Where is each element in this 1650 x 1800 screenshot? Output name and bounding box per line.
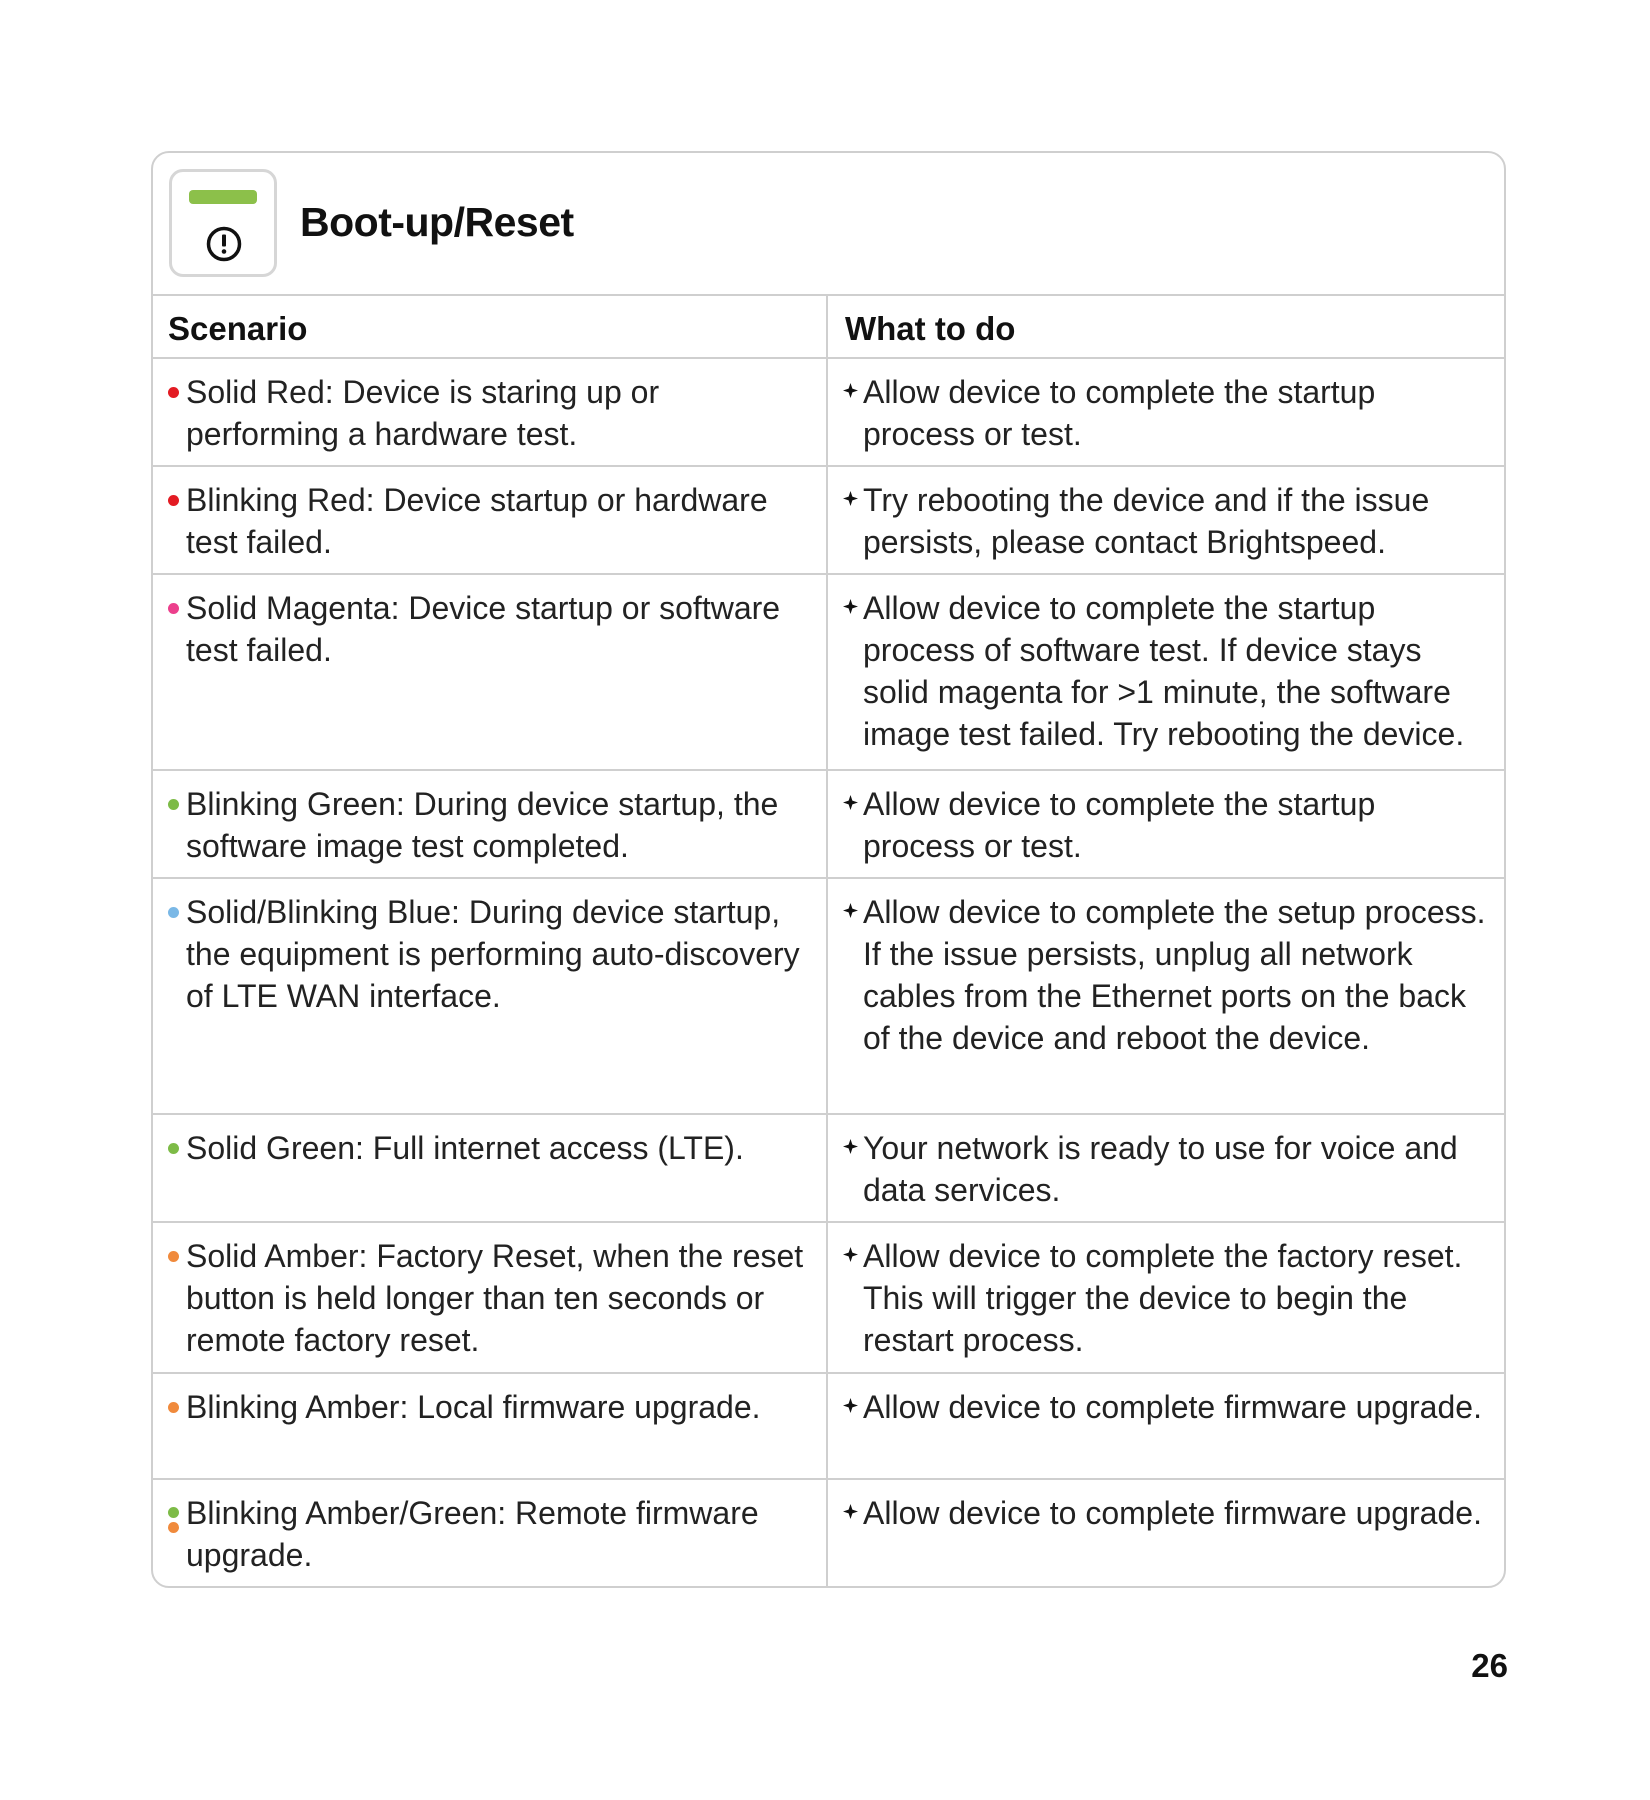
- scenario-text: Blinking Green: During device startup, the software image test completed.: [186, 786, 779, 864]
- action-text: Allow device to complete the factory reset. This will trigger the device to begin the restart process.: [863, 1238, 1463, 1358]
- action-text: Try rebooting the device and if the issue persists, please contact Brightspeed.: [863, 482, 1430, 560]
- status-dot-icon: [168, 1522, 179, 1533]
- sparkle-bullet-icon: [843, 599, 858, 614]
- action-cell: [827, 770, 1504, 878]
- status-dot-icon: [168, 1507, 179, 1518]
- sparkle-bullet-icon: [843, 903, 858, 918]
- action-cell: [827, 1373, 1504, 1479]
- device-icon: [169, 169, 277, 277]
- action-cell: [827, 1114, 1504, 1222]
- alert-icon: [206, 226, 242, 262]
- status-dot-icon: [168, 1143, 179, 1154]
- status-dot-icon: [168, 387, 179, 398]
- action-text: Allow device to complete the startup process of software test. If device stays solid magenta for >1 minute, the software image test failed. Try rebooting the device.: [863, 590, 1465, 752]
- action-cell: [827, 1222, 1504, 1373]
- scenario-text: Blinking Red: Device startup or hardware test failed.: [186, 482, 768, 560]
- status-dot-icon: [168, 907, 179, 918]
- led-status-table: [153, 296, 1504, 1586]
- sparkle-bullet-icon: [843, 1398, 858, 1413]
- table-row: [153, 1114, 1504, 1222]
- status-dot-icon: [168, 1402, 179, 1413]
- sparkle-bullet-icon: [843, 1247, 858, 1262]
- scenario-cell: [153, 1222, 827, 1373]
- status-dot-icon: [168, 799, 179, 810]
- scenario-cell: [153, 574, 827, 770]
- sparkle-bullet-icon: [843, 491, 858, 506]
- scenario-cell: [153, 1479, 827, 1586]
- scenario-cell: [153, 878, 827, 1114]
- sparkle-bullet-icon: [843, 795, 858, 810]
- scenario-text: Blinking Amber/Green: Remote firmware upgrade.: [186, 1495, 759, 1573]
- scenario-cell: [153, 358, 827, 466]
- scenario-cell: [153, 770, 827, 878]
- table-row: [153, 1222, 1504, 1373]
- sparkle-bullet-icon: [843, 383, 858, 398]
- scenario-text: Solid Green: Full internet access (LTE).: [186, 1130, 744, 1166]
- scenario-cell: [153, 466, 827, 574]
- scenario-text: Blinking Amber: Local firmware upgrade.: [186, 1389, 761, 1425]
- table-row: [153, 1373, 1504, 1479]
- action-text: Allow device to complete firmware upgrade.: [863, 1389, 1482, 1425]
- led-bar: [189, 190, 257, 204]
- column-header-scenario: Scenario: [153, 296, 827, 358]
- scenario-cell: [153, 1114, 827, 1222]
- table-row: [153, 358, 1504, 466]
- boot-up-reset-card: [151, 151, 1506, 1588]
- action-text: Allow device to complete the setup process. If the issue persists, unplug all network cables from the Ethernet ports on the back of the device and reboot the device.: [863, 894, 1486, 1056]
- status-dot-icon: [168, 1251, 179, 1262]
- action-cell: [827, 574, 1504, 770]
- table-header-row: [153, 296, 1504, 358]
- action-cell: [827, 466, 1504, 574]
- sparkle-bullet-icon: [843, 1504, 858, 1519]
- table-row: [153, 466, 1504, 574]
- scenario-text: Solid Amber: Factory Reset, when the reset button is held longer than ten seconds or remote factory reset.: [186, 1238, 804, 1358]
- card-title: Boot-up/Reset: [300, 199, 574, 245]
- action-text: Allow device to complete the startup process or test.: [863, 374, 1376, 452]
- scenario-text: Solid Magenta: Device startup or software test failed.: [186, 590, 781, 668]
- status-dot-icon: [168, 495, 179, 506]
- table-row: [153, 770, 1504, 878]
- scenario-text: Solid/Blinking Blue: During device startup, the equipment is performing auto-discovery of LTE WAN interface.: [186, 894, 800, 1014]
- card-header: [153, 153, 1504, 296]
- table-row: [153, 878, 1504, 1114]
- scenario-cell: [153, 1373, 827, 1479]
- table-row: [153, 574, 1504, 770]
- status-dot-icon: [168, 603, 179, 614]
- action-cell: [827, 358, 1504, 466]
- column-header-what-to-do: What to do: [827, 296, 1504, 358]
- page-number: 26: [1471, 1647, 1508, 1684]
- table-row: [153, 1479, 1504, 1586]
- action-cell: [827, 878, 1504, 1114]
- scenario-text: Solid Red: Device is staring up or performing a hardware test.: [186, 374, 660, 452]
- action-text: Your network is ready to use for voice and data services.: [863, 1130, 1458, 1208]
- action-text: Allow device to complete firmware upgrade.: [863, 1495, 1482, 1531]
- sparkle-bullet-icon: [843, 1139, 858, 1154]
- action-text: Allow device to complete the startup process or test.: [863, 786, 1376, 864]
- action-cell: [827, 1479, 1504, 1586]
